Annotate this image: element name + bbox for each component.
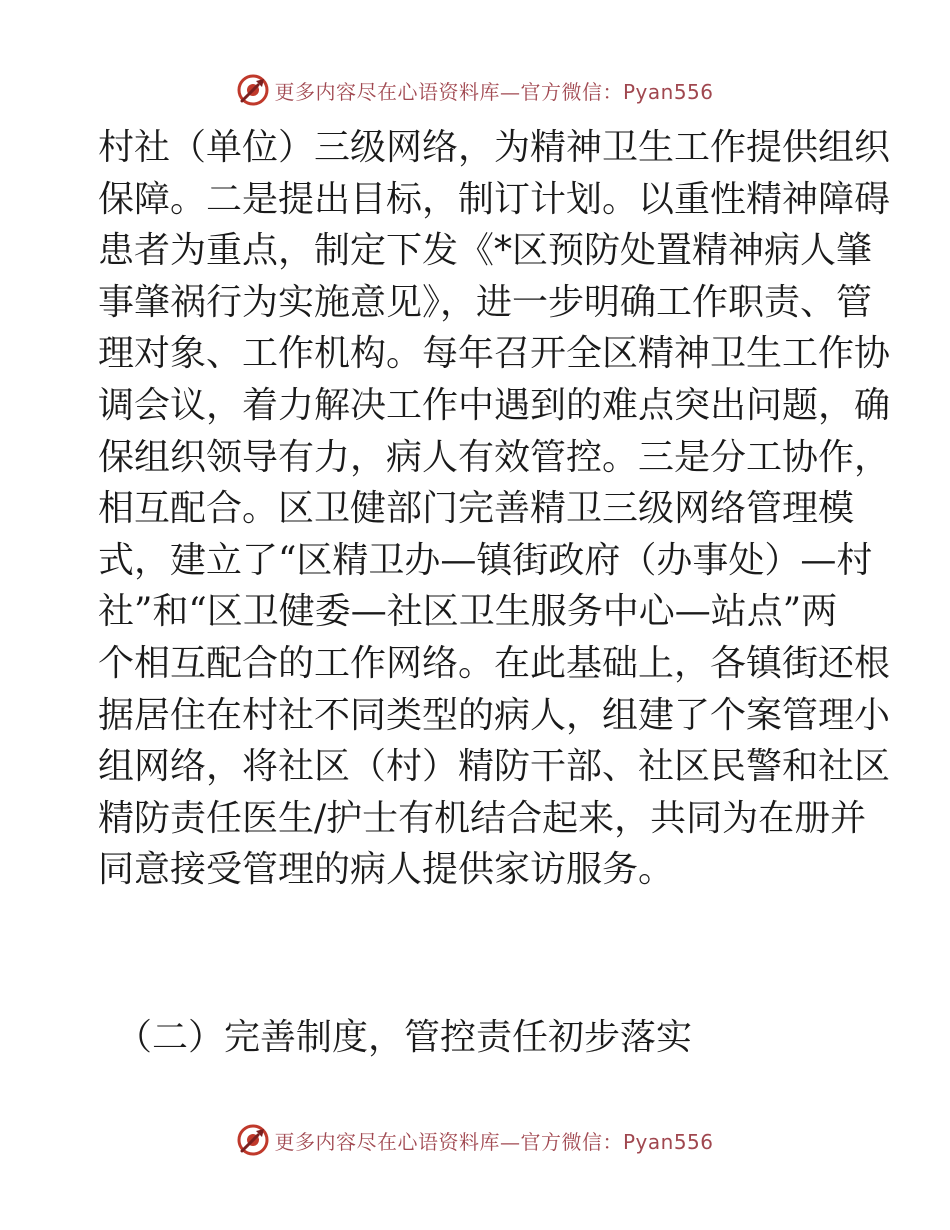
body-line: 精防责任医生/护士有机结合起来，共同为在册并 <box>98 797 867 839</box>
banner-wechat-id: Pyan556 <box>622 79 714 104</box>
document-body <box>98 122 891 896</box>
body-line: 村社（单位）三级网络，为精神卫生工作提供组织 <box>98 127 891 168</box>
body-line: 调会议，着力解决工作中遇到的难点突出问题，确 <box>98 384 891 426</box>
banner-wechat-id: Pyan556 <box>622 1129 714 1154</box>
logo-icon <box>236 73 270 107</box>
body-line: 患者为重点，制定下发《*区预防处置精神病人肇 <box>98 230 873 272</box>
body-line: 个相互配合的工作网络。在此基础上，各镇街还根 <box>98 642 891 684</box>
body-line: 据居住在村社不同类型的病人，组建了个案管理小 <box>98 694 891 736</box>
banner-text: 更多内容尽在心语资料库—官方微信：Pyan556 <box>274 79 714 104</box>
body-line: 理对象、工作机构。每年召开全区精神卫生工作协 <box>98 333 891 375</box>
body-line: 组网络，将社区（村）精防干部、社区民警和社区 <box>98 746 891 788</box>
body-line: 同意接受管理的病人提供家访服务。 <box>98 849 675 891</box>
footer-watermark-banner <box>0 1122 950 1158</box>
body-line: 式，建立了“区精卫办—镇街政府（办事处）—村 <box>98 539 873 581</box>
section-heading: （二）完善制度，管控责任初步落实 <box>116 1017 693 1058</box>
header-watermark-banner <box>0 72 950 108</box>
body-line: 保障。二是提出目标，制订计划。以重性精神障碍 <box>98 178 891 220</box>
body-line: 保组织领导有力，病人有效管控。三是分工协作， <box>98 436 891 478</box>
body-line: 事肇祸行为实施意见》，进一步明确工作职责、管 <box>98 281 873 323</box>
banner-text: 更多内容尽在心语资料库—官方微信：Pyan556 <box>274 1129 714 1154</box>
body-line: 相互配合。区卫健部门完善精卫三级网络管理模 <box>98 488 855 530</box>
logo-icon <box>236 1123 270 1157</box>
body-line: 社”和“区卫健委—社区卫生服务中心—站点”两 <box>98 591 838 633</box>
